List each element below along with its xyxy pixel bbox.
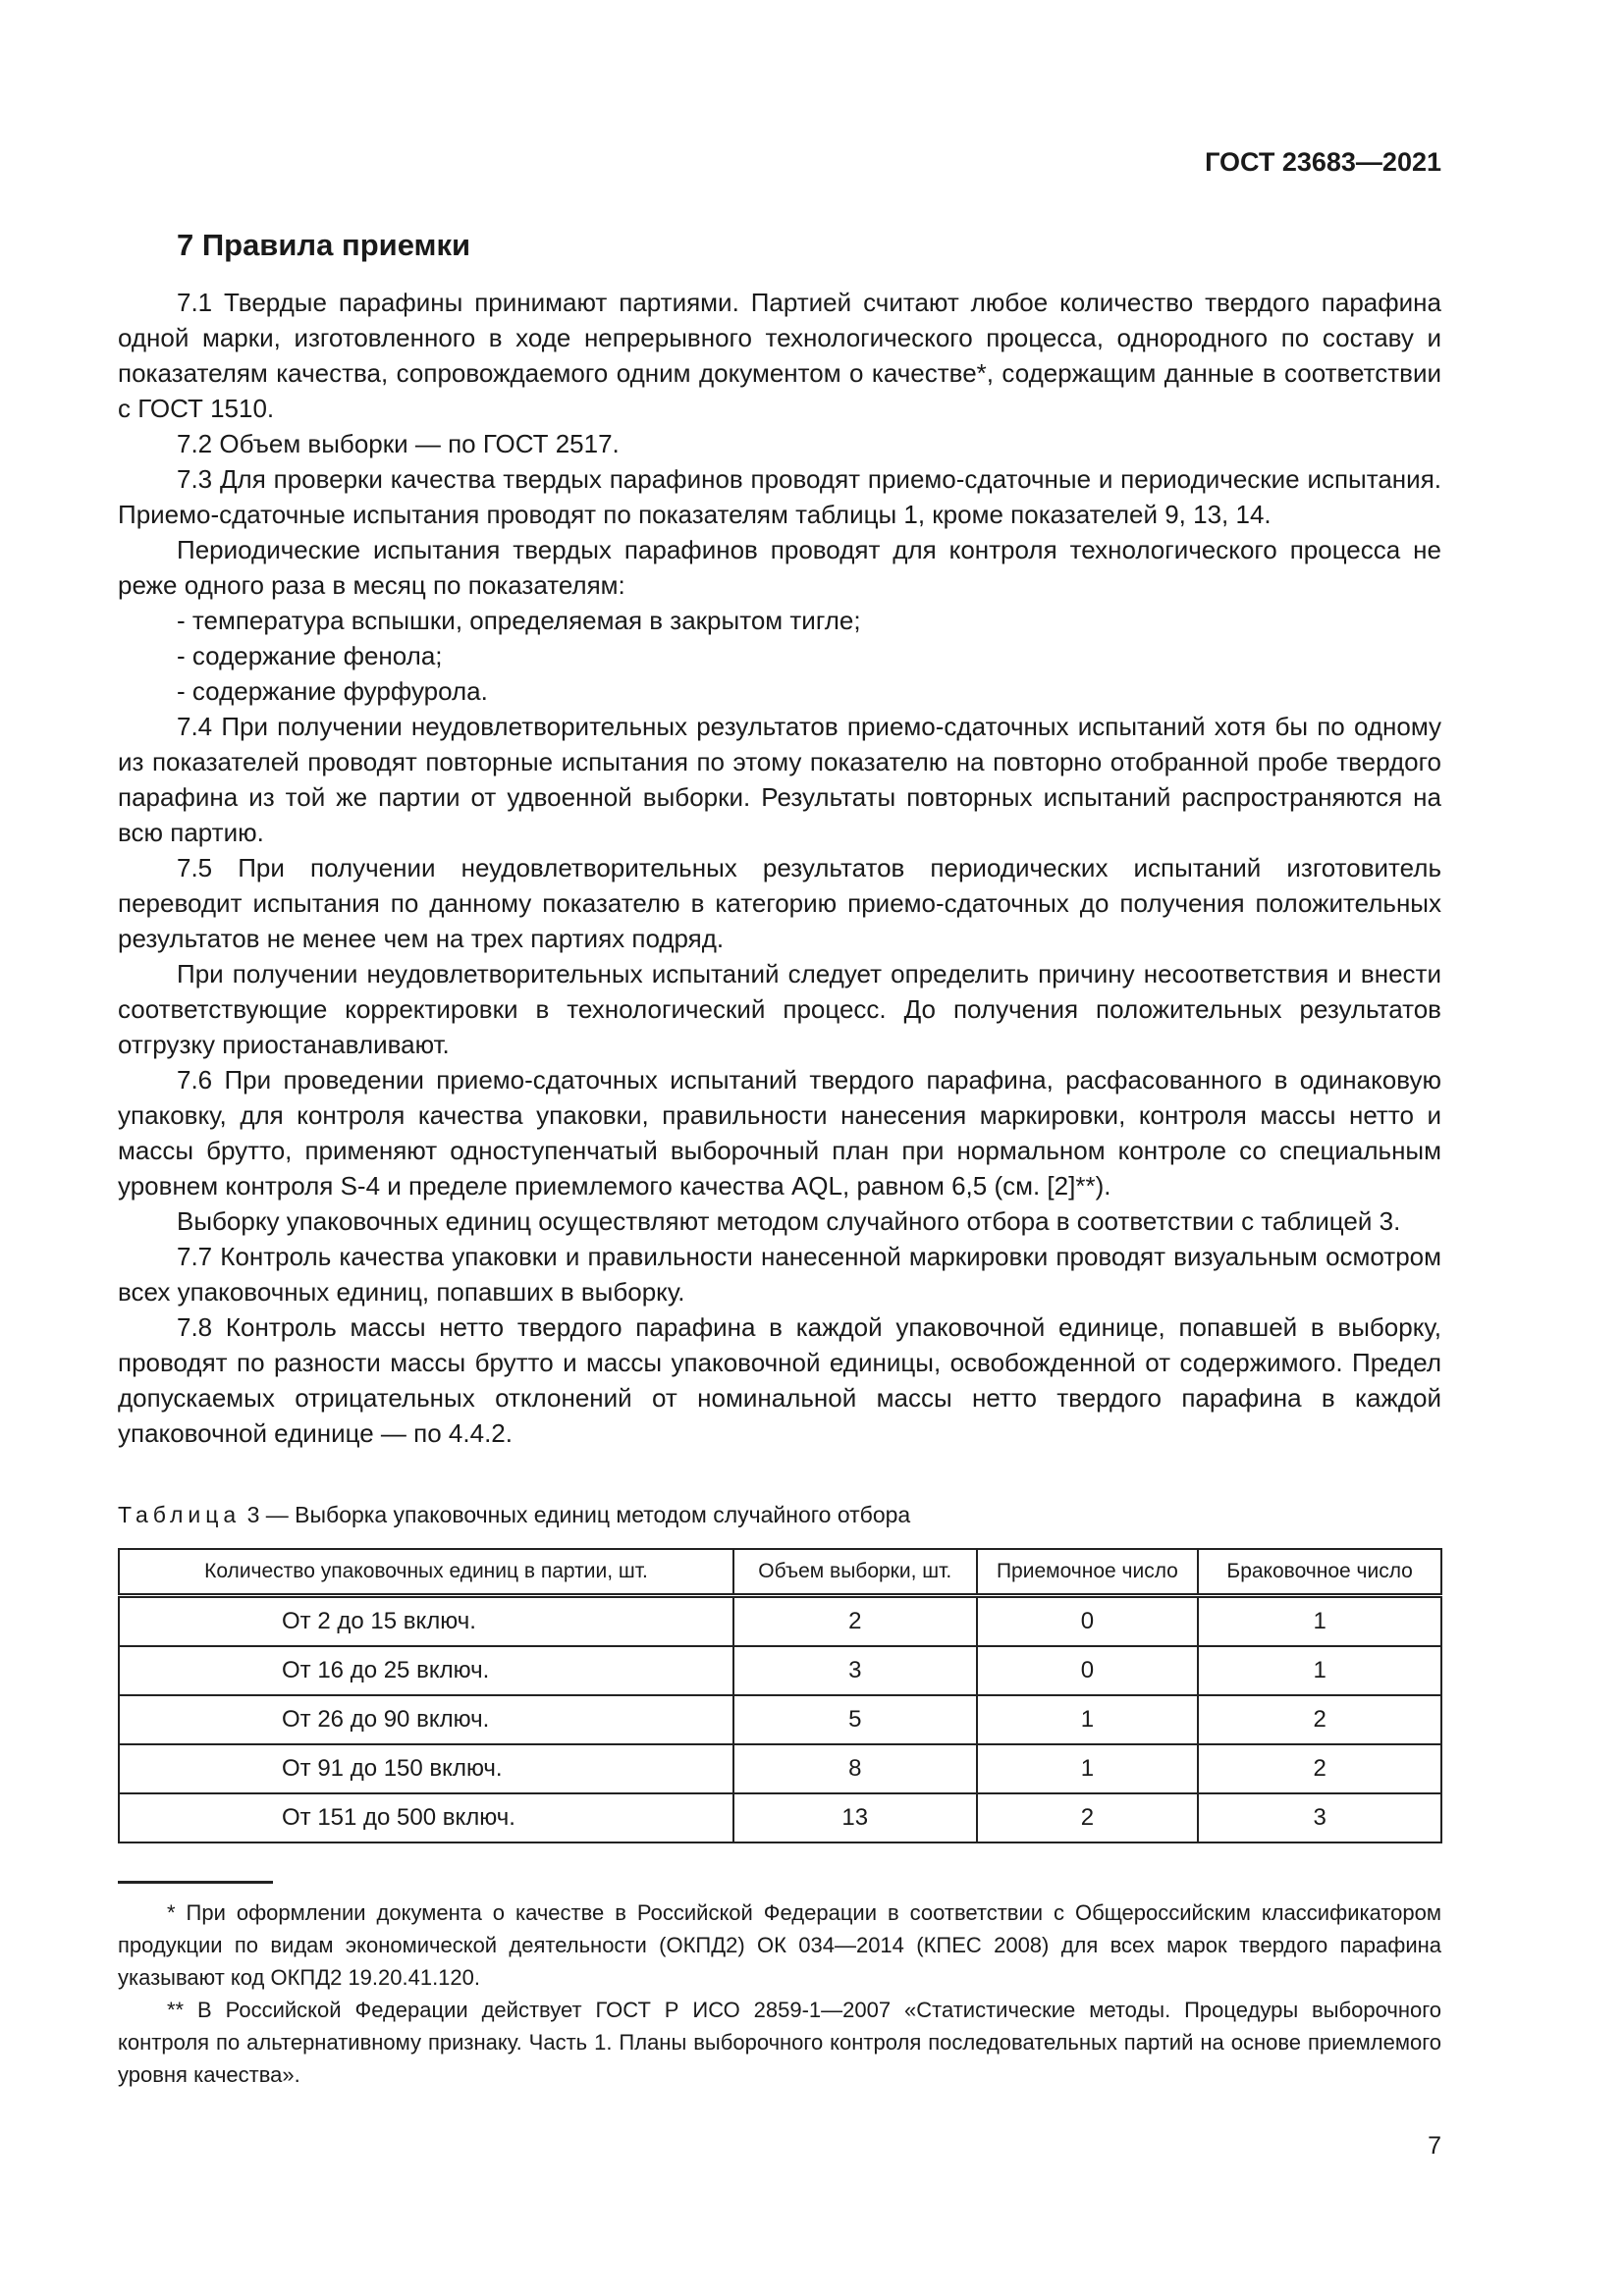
footnote: ** В Российской Федерации действует ГОСТ Р ИСО 2859-1—2007 «Статистические методы. Процедуры выборочного контроля по альтернативному признаку. Часть 1. Планы выборочного контроля последовательных партий на основе приемлемого уровня качества».: [118, 1998, 1441, 2087]
table-cell: От 16 до 25 включ.: [119, 1646, 733, 1695]
column-header: Приемочное число: [977, 1549, 1199, 1596]
table-cell: 2: [733, 1596, 977, 1647]
column-header: Объем выборки, шт.: [733, 1549, 977, 1596]
paragraph: 7.6 При проведении приемо-сдаточных испытаний твердого парафина, расфасованного в одинаковую упаковку, для контроля качества упаковки, правильности нанесения маркировки, контроля массы нетто и массы брутто, применяют одноступенчатый выборочный план при нормальном контроле со специальным уровнем контроля S-4 и пределе приемлемого качества AQL, равном 6,5 (см. [2]**).: [118, 1065, 1441, 1201]
footnote-divider: [118, 1881, 273, 1884]
table-header-row: [119, 1549, 1441, 1596]
table-caption-label: Таблица: [118, 1502, 242, 1527]
table-row: [119, 1695, 1441, 1744]
table-cell: 2: [1198, 1744, 1441, 1793]
table-cell: 0: [977, 1646, 1199, 1695]
paragraph: Выборку упаковочных единиц осуществляют методом случайного отбора в соответствии с таблицей 3.: [177, 1206, 1401, 1236]
paragraph: 7.1 Твердые парафины принимают партиями. Партией считают любое количество твердого парафина одной марки, изготовленного в ходе непрерывного технологического процесса, однородного по составу и показателям качества, сопровождаемого одним документом о качестве*, содержащим данные в соответствии с ГОСТ 1510.: [118, 288, 1441, 423]
paragraph: 7.4 При получении неудовлетворительных результатов приемо-сдаточных испытаний хотя бы по одному из показателей проводят повторные испытания по этому показателю на повторно отобранной пробе твердого парафина из той же партии от удвоенной выборки. Результаты повторных испытаний распространяются на всю партию.: [118, 712, 1441, 847]
paragraph: 7.5 При получении неудовлетворительных результатов периодических испытаний изготовитель переводит испытания по данному показателю в категорию приемо-сдаточных до получения положительных результатов не менее чем на трех партиях подряд.: [118, 853, 1441, 953]
table-cell: 8: [733, 1744, 977, 1793]
table-cell: 1: [1198, 1596, 1441, 1647]
footnotes: [118, 1896, 1441, 2091]
section-body: [118, 285, 1441, 1451]
paragraph: 7.7 Контроль качества упаковки и правильности нанесенной маркировки проводят визуальным осмотром всех упаковочных единиц, попавших в выборку.: [118, 1242, 1441, 1307]
table-cell: 2: [977, 1793, 1199, 1842]
section-title: 7 Правила приемки: [177, 228, 471, 262]
table-cell: От 2 до 15 включ.: [119, 1596, 733, 1647]
paragraph: Периодические испытания твердых парафинов проводят для контроля технологического процесса не реже одного раза в месяц по показателям:: [118, 535, 1441, 600]
table-cell: 2: [1198, 1695, 1441, 1744]
paragraph: 7.3 Для проверки качества твердых парафинов проводят приемо-сдаточные и периодические испытания. Приемо-сдаточные испытания проводят по показателям таблицы 1, кроме показателей 9, 13, 14.: [118, 464, 1441, 529]
paragraph: 7.2 Объем выборки — по ГОСТ 2517.: [177, 429, 620, 458]
table-cell: 3: [733, 1646, 977, 1695]
list-item: - температура вспышки, определяемая в закрытом тигле;: [177, 606, 861, 635]
table-caption-text: 3 — Выборка упаковочных единиц методом случайного отбора: [246, 1502, 911, 1527]
table-cell: 3: [1198, 1793, 1441, 1842]
page-number: 7: [1428, 2132, 1441, 2160]
table-row: [119, 1744, 1441, 1793]
table-row: [119, 1596, 1441, 1647]
column-header: Количество упаковочных единиц в партии, шт.: [119, 1549, 733, 1596]
footnote: * При оформлении документа о качестве в Российской Федерации в соответствии с Общероссийским классификатором продукции по видам экономической деятельности (ОКПД2) ОК 034—2014 (КПЕС 2008) для всех марок твердого парафина указывают код ОКПД2 19.20.41.120.: [118, 1900, 1441, 1990]
table-row: [119, 1646, 1441, 1695]
document-header: ГОСТ 23683—2021: [1205, 147, 1441, 177]
list-item: - содержание фенола;: [177, 641, 443, 670]
table-cell: 13: [733, 1793, 977, 1842]
paragraph: 7.8 Контроль массы нетто твердого парафина в каждой упаковочной единице, попавшей в выборку, проводят по разности массы брутто и массы упаковочной единицы, освобожденной от содержимого. Предел допускаемых отрицательных отклонений от номинальной массы нетто твердого парафина в каждой упаковочной единице — по 4.4.2.: [118, 1312, 1441, 1448]
table-caption: [118, 1502, 910, 1528]
table-cell: От 91 до 150 включ.: [119, 1744, 733, 1793]
table-cell: От 151 до 500 включ.: [119, 1793, 733, 1842]
list-item: - содержание фурфурола.: [177, 676, 488, 706]
table-cell: 1: [977, 1695, 1199, 1744]
table-cell: 5: [733, 1695, 977, 1744]
table-cell: 1: [977, 1744, 1199, 1793]
table-row: [119, 1793, 1441, 1842]
table-cell: 0: [977, 1596, 1199, 1647]
column-header: Браковочное число: [1198, 1549, 1441, 1596]
sampling-table: [118, 1548, 1442, 1843]
table-cell: 1: [1198, 1646, 1441, 1695]
table-cell: От 26 до 90 включ.: [119, 1695, 733, 1744]
paragraph: При получении неудовлетворительных испытаний следует определить причину несоответствия и внести соответствующие корректировки в технологический процесс. До получения положительных результатов отгрузку приостанавливают.: [118, 959, 1441, 1059]
